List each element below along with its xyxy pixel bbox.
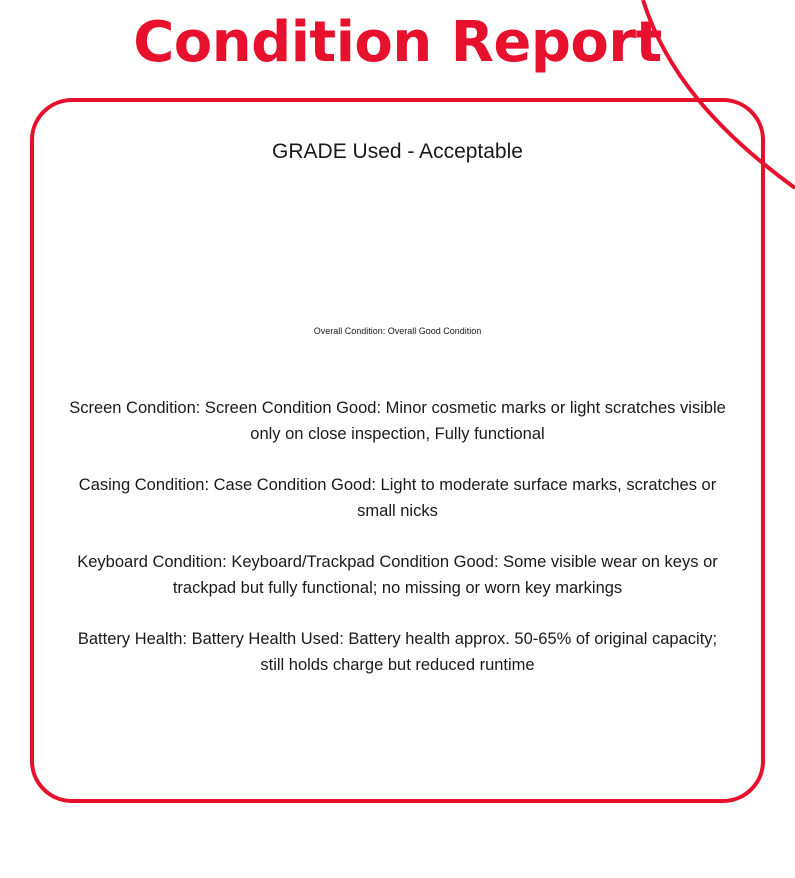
- overall-condition-line: Overall Condition: Overall Good Condition: [313, 326, 482, 336]
- condition-sections: [50, 396, 745, 679]
- grade-line: GRADE Used - Acceptable: [272, 140, 523, 163]
- section-casing-condition: Casing Condition: Case Condition Good: Light to moderate surface marks, scratches or small nicks: [78, 476, 717, 520]
- section-keyboard-condition: Keyboard Condition: Keyboard/Trackpad Condition Good: Some visible wear on keys or trackpad but fully functional; no missing or worn key markings: [77, 553, 718, 597]
- report-content: [30, 98, 765, 803]
- section-battery-health: Battery Health: Battery Health Used: Battery health approx. 50-65% of original capacity; still holds charge but reduced runtime: [77, 630, 718, 674]
- section-screen-condition: Screen Condition: Screen Condition Good: Minor cosmetic marks or light scratches visible only on close inspection, Fully functional: [69, 399, 726, 443]
- page-title: Condition Report: [133, 10, 662, 75]
